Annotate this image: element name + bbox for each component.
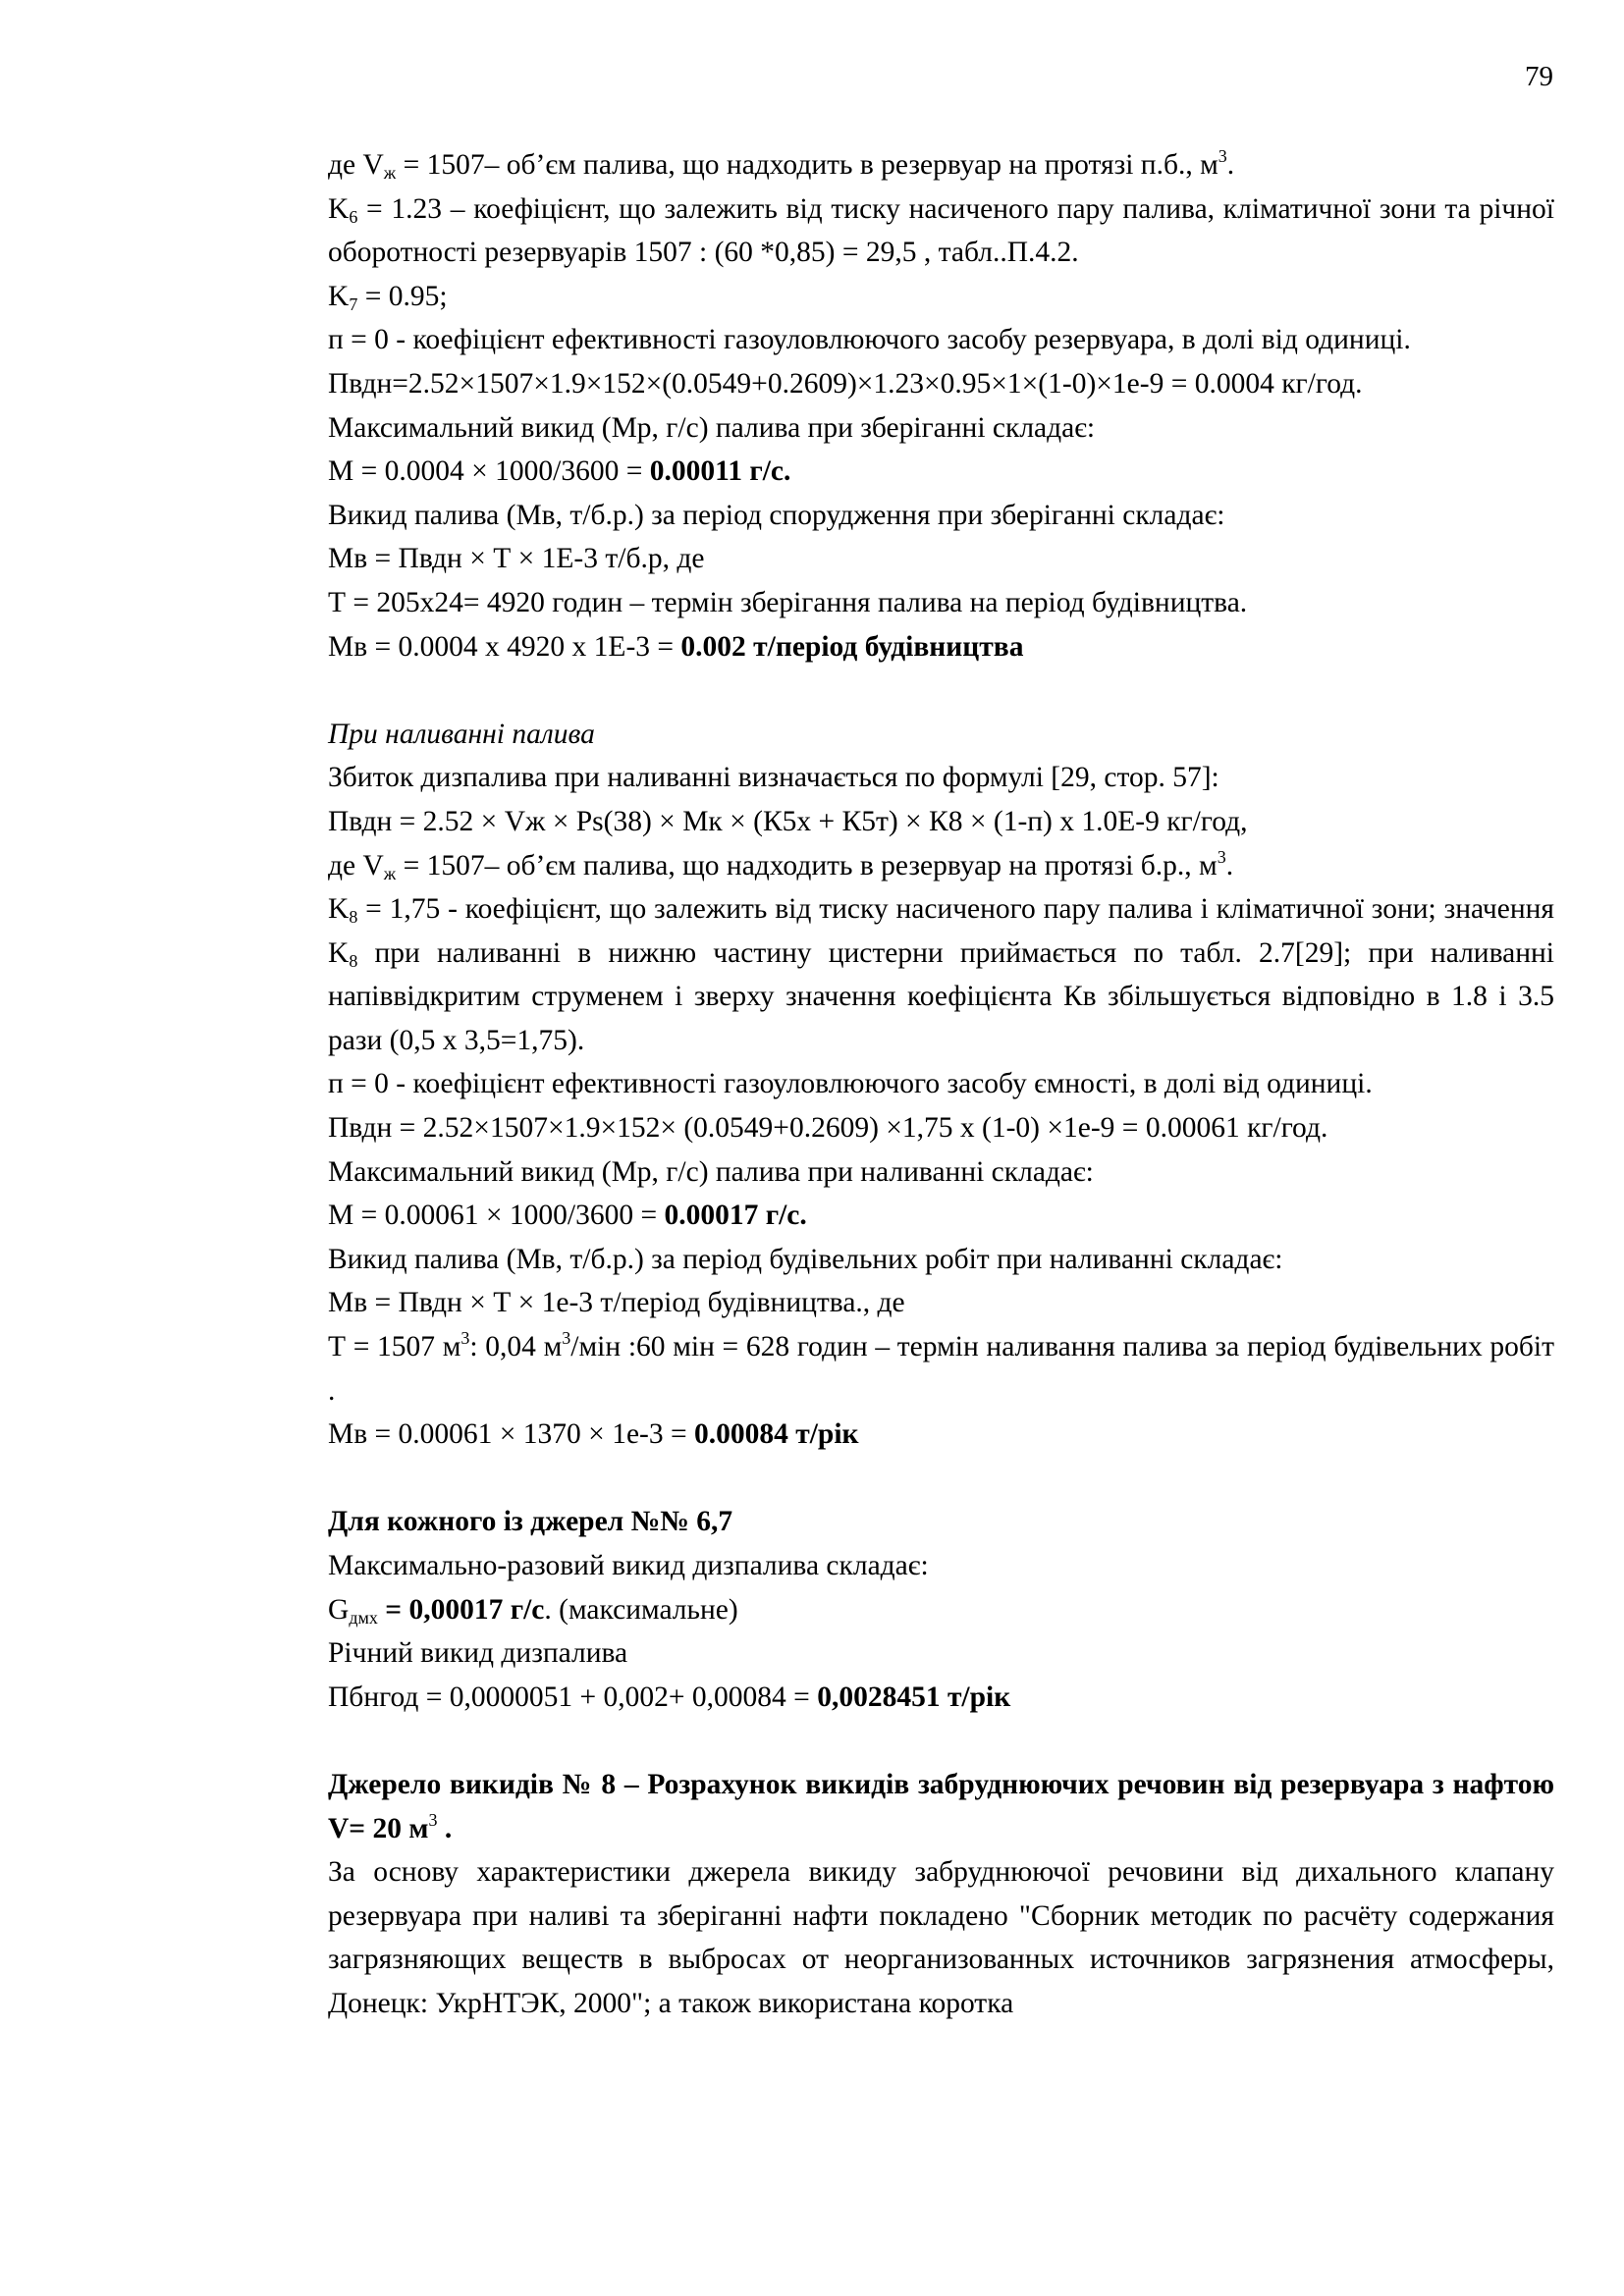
paragraph-k6: $K_6 = 1.23$ – коефіцієнт, що залежить від тиску насиченого пару палива, кліматичної зони та річної оборотності резервуарів 1507 : (60 *0,85) = 29,5 , табл..П.4.2. <box>328 192 1554 269</box>
blank-line <box>234 1457 1554 1501</box>
formula-pvdn-general: Пвдн = 2.52 × Vж × Ps(38) × Мк × (К5х + К5т) × К8 × (1-п) х 1.0Е-9 кг/год, <box>328 805 1248 837</box>
paragraph-t-1: Т = 205х24= 4920 годин – термін зберігання палива на період будівництва. <box>328 586 1248 618</box>
paragraph-k7: $K_7 = 0.95$; <box>328 280 448 314</box>
formula-m-2: М = 0.00061 × 1000/3600 = 0.00017 г/с. <box>328 1200 807 1232</box>
paragraph-final: За основу характеристики джерела викиду забруднюючої речовини від дихального клапану резервуара при наливі та зберіганні нафти покладено "Сборник методик по расчёту содержания загрязняющих веществ в выбросах от неорганизованных источников загрязнения атмосферы, Донецк: УкрНТЭК, 2000"; а також використана коротка <box>328 1856 1554 2019</box>
paragraph-mv-title-1: Викид палива (Мв, т/б.р.) за період спорудження при зберіганні складає: <box>328 499 1225 531</box>
paragraph-max-single: Максимально-разовий викид дизпалива складає: <box>328 1550 929 1581</box>
paragraph-loss: Збиток дизпалива при наливанні визначається по формулі [29, стор. 57]: <box>328 762 1219 794</box>
paragraph-max-emission-1: Максимальний викид (Мр, г/с) палива при зберіганні складає: <box>328 411 1096 444</box>
formula-pvdn-2: Пвдн = 2.52×1507×1.9×152× (0.0549+0.2609) ×1,75 х (1-0) ×1е-9 = 0.00061 кг/год. <box>328 1112 1328 1145</box>
formula-mv-2: Мв = Пвдн × Т × 1е-3 т/період будівництва., де <box>328 1287 905 1319</box>
page-number: 79 <box>1525 61 1553 92</box>
formula-pvdn-1: Пвдн=2.52×1507×1.9×152×(0.0549+0.2609)×1.23×0.95×1×(1-0)×1е-9 = 0.0004 кг/год. <box>328 367 1363 400</box>
sources-heading: Для кожного із джерел №№ 6,7 <box>328 1506 733 1538</box>
source8-heading: Джерело викидів № 8 – Розрахунок викидів забруднюючих речовин від резервуара з нафтою V= 20 $м^3$ . <box>328 1768 1554 1844</box>
paragraph-n-coefficient: п = 0 - коефіцієнт ефективності газоуловлюючого засобу резервуара, в долі від одиниці. <box>328 324 1411 356</box>
formula-mv-result-2: Мв = 0.00061 × 1370 × 1е-3 = 0.00084 т/рік <box>328 1418 859 1451</box>
document-body <box>234 143 1554 2026</box>
formula-pbn: Пбнгод = 0,0000051 + 0,002+ 0,00084 = 0,0028451 т/рік <box>328 1681 1011 1713</box>
paragraph-mv-title-2: Викид палива (Мв, т/б.р.) за період будівельних робіт при наливанні складає: <box>328 1243 1283 1275</box>
paragraph-volume-1: де $V_ж = 1507-$ об’єм палива, що надходить в резервуар на протязі п.б., $м^3$. <box>328 146 1235 183</box>
paragraph-t-2: Т = 1507 $м^3$: 0,04 $м^3$/мін :60 мін = 628 годин – термін наливання палива за період будівельних робіт . <box>328 1328 1554 1407</box>
paragraph-n-coefficient-2: п = 0 - коефіцієнт ефективності газоуловлюючого засобу ємності, в долі від одиниці. <box>328 1068 1373 1100</box>
formula-mv-result-1: Мв = 0.0004 х 4920 х 1Е-3 = 0.002 т/період будівництва <box>328 630 1024 663</box>
blank-line <box>234 1719 1554 1763</box>
blank-line <box>234 668 1554 713</box>
formula-g: $G_{дмх} = 0,00017$ г/с. (максимальне) <box>328 1593 738 1628</box>
paragraph-k8: $K_8 = 1,75$ - коефіцієнт, що залежить від тиску насиченого пару палива і кліматичної зони; значення $K_8$ при наливанні в нижню частину цистерни приймається по табл. 2.7[29]; при наливанні напіввідкритим струменем і зверху значення коефіцієнта Кв збільшується відповідно в 1.8 і 3.5 рази (0,5 х 3,5=1,75). <box>328 893 1554 1056</box>
formula-m-1: М = 0.0004 × 1000/3600 = 0.00011 г/с. <box>328 455 791 488</box>
formula-mv-1: Мв = Пвдн × Т × 1Е-3 т/б.р, де <box>328 543 705 575</box>
section-heading-italic: При наливанні палива <box>328 718 595 750</box>
paragraph-annual: Річний викид дизпалива <box>328 1637 628 1670</box>
paragraph-max-emission-2: Максимальний викид (Мр, г/с) палива при наливанні складає: <box>328 1155 1094 1188</box>
paragraph-volume-2: де $V_ж = 1507-$ об’єм палива, що надходить в резервуар на протязі б.р., $м^3$. <box>328 846 1234 883</box>
